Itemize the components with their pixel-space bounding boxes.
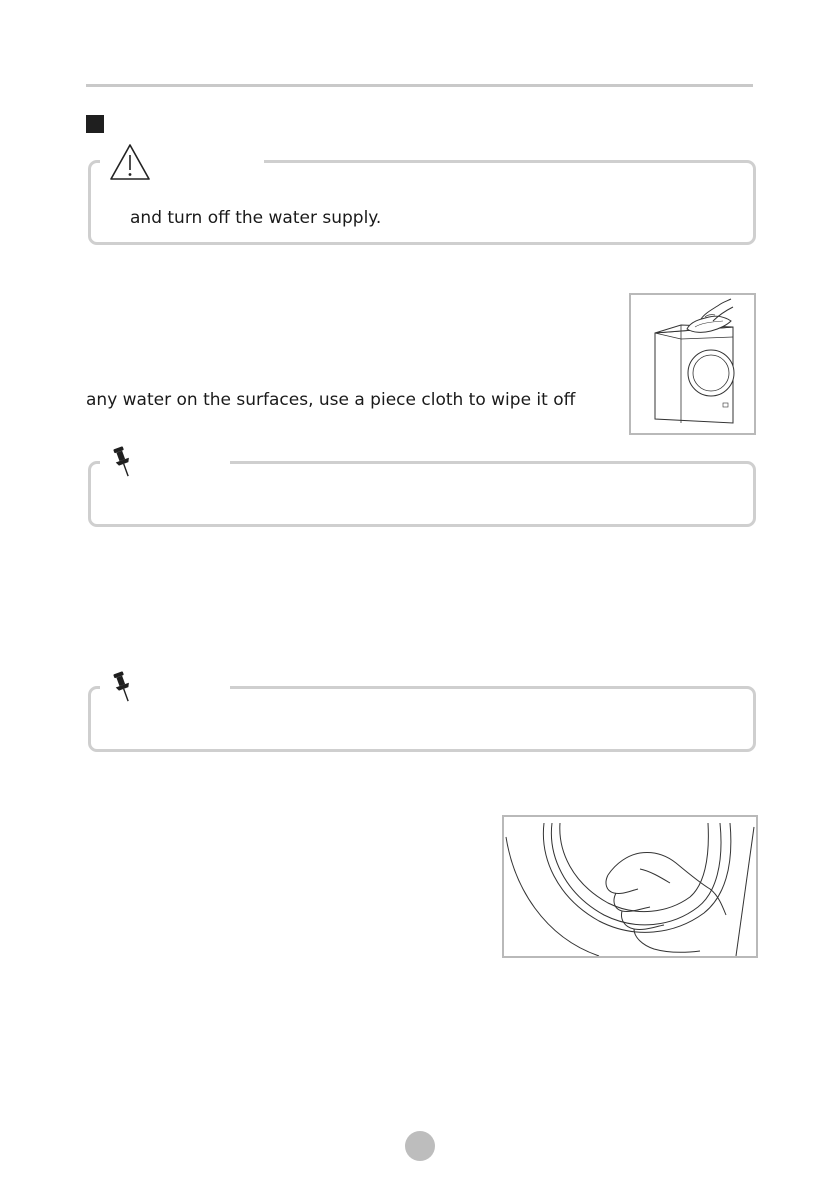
cabinet-cleaning-text: any water on the surfaces, use a piece cloth to wipe it off <box>86 390 576 410</box>
header-rule <box>86 84 753 87</box>
caution-text: and turn off the water supply. <box>130 208 382 228</box>
warning-triangle-icon <box>109 143 151 181</box>
caution-box <box>88 160 756 245</box>
note-box-2 <box>88 686 756 752</box>
pushpin-icon <box>110 670 136 704</box>
door-seal-cleaning-illustration <box>502 815 758 958</box>
washer-wiping-illustration <box>629 293 756 435</box>
section-bullet <box>86 115 104 133</box>
pushpin-icon <box>110 445 136 479</box>
page-number-badge <box>405 1131 435 1161</box>
note-box-1 <box>88 461 756 527</box>
